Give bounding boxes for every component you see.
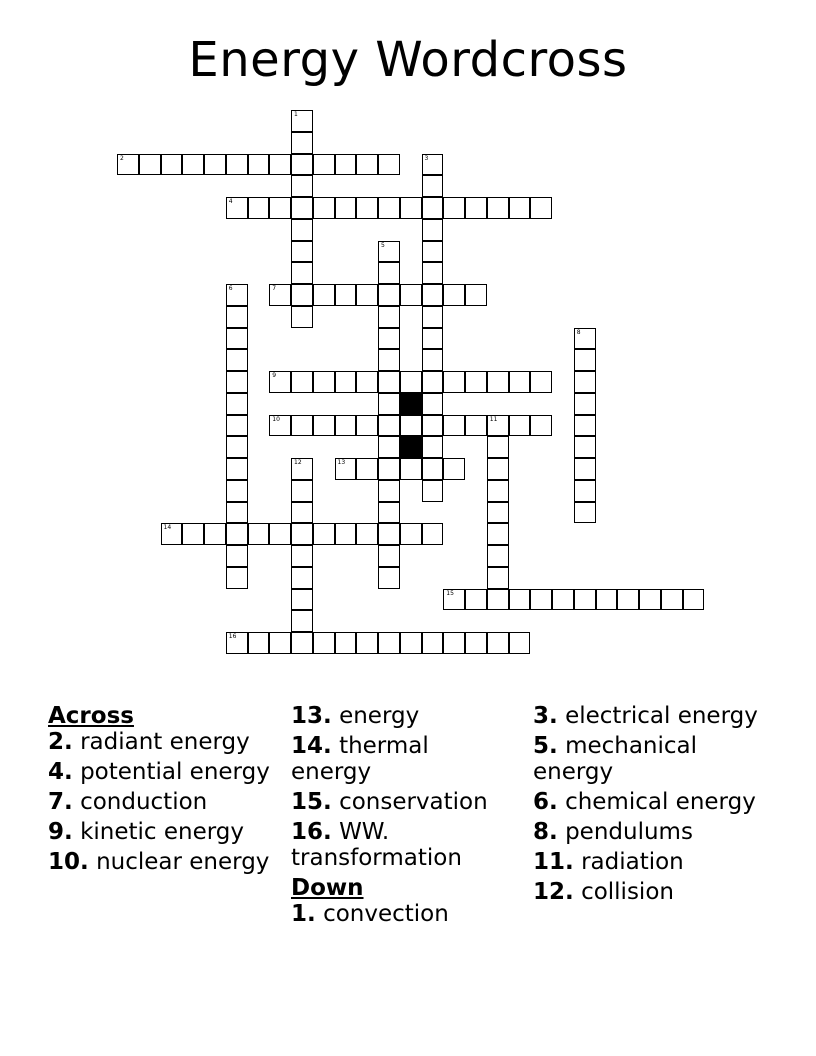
grid-cell[interactable]: [422, 219, 444, 241]
grid-cell[interactable]: [509, 632, 531, 654]
clue-down-1: 1. convection: [291, 901, 449, 927]
grid-cell[interactable]: [269, 154, 291, 176]
clue-down-6: 6. chemical energy: [533, 789, 756, 815]
grid-cell[interactable]: [400, 632, 422, 654]
grid-cell[interactable]: [378, 415, 400, 437]
grid-cell[interactable]: [530, 589, 552, 611]
grid-cell[interactable]: [487, 545, 509, 567]
cell-number: 4: [228, 198, 233, 205]
cell-number: 16: [228, 633, 237, 640]
grid-cell[interactable]: [182, 523, 204, 545]
grid-cell[interactable]: [487, 371, 509, 393]
grid-cell[interactable]: [356, 523, 378, 545]
grid-cell[interactable]: [226, 154, 248, 176]
grid-cell[interactable]: [378, 262, 400, 284]
grid-cell[interactable]: [400, 371, 422, 393]
grid-cell[interactable]: [291, 284, 313, 306]
cell-number: 13: [337, 459, 346, 466]
grid-cell[interactable]: [335, 154, 357, 176]
grid-cell[interactable]: [356, 632, 378, 654]
clues-column-1: [48, 703, 273, 879]
grid-cell[interactable]: [487, 523, 509, 545]
grid-cell[interactable]: [248, 197, 270, 219]
grid-cell[interactable]: [574, 349, 596, 371]
cell-number: 10: [272, 415, 280, 423]
clue-across-13: 13. energy: [291, 703, 420, 729]
grid-cell[interactable]: [291, 132, 313, 154]
grid-cell[interactable]: [313, 154, 335, 176]
grid-cell[interactable]: [661, 589, 683, 611]
grid-cell[interactable]: [313, 415, 335, 437]
grid-cell[interactable]: [269, 415, 291, 437]
grid-cell[interactable]: [509, 371, 531, 393]
grid-cell[interactable]: [291, 371, 313, 393]
clue-across-14: 14. thermal energy: [291, 733, 429, 785]
grid-cell[interactable]: [378, 241, 400, 263]
grid-cell[interactable]: [422, 349, 444, 371]
grid-cell[interactable]: [422, 262, 444, 284]
grid-cell[interactable]: [291, 110, 313, 132]
cell-number: 15: [446, 589, 454, 597]
grid-cell[interactable]: [509, 415, 531, 437]
grid-cell[interactable]: [291, 480, 313, 502]
grid-cell[interactable]: [356, 154, 378, 176]
grid-cell[interactable]: [291, 219, 313, 241]
grid-cell[interactable]: [226, 415, 248, 437]
grid-cell[interactable]: [378, 545, 400, 567]
clue-across-16: 16. WW. transformation: [291, 819, 462, 871]
grid-cell[interactable]: [683, 589, 705, 611]
cell-number: 2: [120, 154, 124, 162]
grid-cell[interactable]: [378, 436, 400, 458]
grid-cell[interactable]: [378, 371, 400, 393]
grid-block: [400, 393, 422, 415]
grid-cell[interactable]: [487, 415, 509, 437]
grid-cell[interactable]: [291, 415, 313, 437]
grid-cell[interactable]: [487, 589, 509, 611]
grid-cell[interactable]: [530, 197, 552, 219]
grid-cell[interactable]: [422, 175, 444, 197]
grid-cell[interactable]: [248, 632, 270, 654]
grid-cell[interactable]: [335, 632, 357, 654]
grid-cell[interactable]: [269, 523, 291, 545]
grid-cell[interactable]: [226, 306, 248, 328]
grid-cell[interactable]: [378, 328, 400, 350]
grid-cell[interactable]: [422, 154, 444, 176]
grid-cell[interactable]: [291, 545, 313, 567]
grid-cell[interactable]: [356, 371, 378, 393]
grid-cell[interactable]: [617, 589, 639, 611]
grid-cell[interactable]: [248, 523, 270, 545]
grid-cell[interactable]: [226, 545, 248, 567]
cell-number: 6: [228, 285, 233, 292]
grid-cell[interactable]: [291, 262, 313, 284]
grid-cell[interactable]: [487, 458, 509, 480]
grid-cell[interactable]: [574, 502, 596, 524]
grid-cell[interactable]: [161, 523, 183, 545]
cell-number: 11: [489, 415, 498, 423]
grid-cell[interactable]: [422, 241, 444, 263]
cell-number: 5: [381, 241, 385, 249]
clue-across-2: 2. radiant energy: [48, 729, 250, 755]
grid-cell[interactable]: [530, 415, 552, 437]
cell-number: 12: [294, 459, 302, 466]
grid-cell[interactable]: [291, 175, 313, 197]
grid-cell[interactable]: [422, 632, 444, 654]
grid-cell[interactable]: [443, 632, 465, 654]
grid-cell[interactable]: [226, 328, 248, 350]
grid-cell[interactable]: [422, 480, 444, 502]
grid-cell[interactable]: [509, 589, 531, 611]
grid-cell[interactable]: [313, 523, 335, 545]
grid-cell[interactable]: [574, 589, 596, 611]
clue-down-11: 11. radiation: [533, 849, 684, 875]
grid-cell[interactable]: [182, 154, 204, 176]
cell-number: 7: [272, 285, 277, 292]
grid-cell[interactable]: [356, 458, 378, 480]
grid-cell[interactable]: [487, 632, 509, 654]
grid-cell[interactable]: [313, 632, 335, 654]
grid-cell[interactable]: [378, 154, 400, 176]
grid-cell[interactable]: [596, 589, 618, 611]
clue-down-8: 8. pendulums: [533, 819, 693, 845]
grid-cell[interactable]: [530, 371, 552, 393]
cell-number: 14: [163, 524, 172, 532]
grid-cell[interactable]: [226, 502, 248, 524]
grid-cell[interactable]: [161, 154, 183, 176]
grid-cell[interactable]: [378, 197, 400, 219]
grid-cell[interactable]: [465, 589, 487, 611]
grid-cell[interactable]: [509, 197, 531, 219]
grid-cell[interactable]: [313, 284, 335, 306]
grid-cell[interactable]: [291, 589, 313, 611]
grid-cell[interactable]: [443, 371, 465, 393]
grid-cell[interactable]: [291, 241, 313, 263]
grid-cell[interactable]: [291, 154, 313, 176]
grid-cell[interactable]: [117, 154, 139, 176]
cell-number: 3: [424, 154, 429, 162]
grid-cell[interactable]: [226, 567, 248, 589]
grid-cell[interactable]: [226, 393, 248, 415]
grid-cell[interactable]: [313, 197, 335, 219]
grid-cell[interactable]: [291, 306, 313, 328]
grid-cell[interactable]: [226, 480, 248, 502]
grid-cell[interactable]: [422, 284, 444, 306]
cell-number: 1: [294, 111, 298, 118]
grid-cell[interactable]: [465, 415, 487, 437]
clue-down-5: 5. mechanical energy: [533, 733, 698, 785]
page-title: Energy Wordcross: [188, 32, 628, 88]
grid-cell[interactable]: [422, 415, 444, 437]
grid-cell[interactable]: [335, 523, 357, 545]
cell-number: 8: [576, 328, 581, 336]
clue-across-7: 7. conduction: [48, 789, 208, 815]
grid-cell[interactable]: [574, 458, 596, 480]
grid-cell[interactable]: [204, 523, 226, 545]
grid-cell[interactable]: [269, 632, 291, 654]
grid-cell[interactable]: [574, 393, 596, 415]
clue-across-4: 4. potential energy: [48, 759, 270, 785]
clues-column-2: [291, 703, 516, 931]
grid-cell[interactable]: [400, 197, 422, 219]
grid-cell[interactable]: [378, 306, 400, 328]
grid-cell[interactable]: [487, 567, 509, 589]
grid-cell[interactable]: [204, 154, 226, 176]
grid-cell[interactable]: [465, 632, 487, 654]
grid-cell[interactable]: [313, 371, 335, 393]
grid-cell[interactable]: [248, 154, 270, 176]
grid-cell[interactable]: [226, 436, 248, 458]
cell-number: 9: [272, 372, 277, 379]
grid-cell[interactable]: [574, 480, 596, 502]
grid-cell[interactable]: [443, 415, 465, 437]
grid-cell[interactable]: [639, 589, 661, 611]
grid-cell[interactable]: [422, 523, 444, 545]
grid-cell[interactable]: [574, 436, 596, 458]
grid-cell[interactable]: [378, 284, 400, 306]
grid-cell[interactable]: [487, 436, 509, 458]
down-heading: Down: [291, 875, 364, 901]
grid-cell[interactable]: [378, 632, 400, 654]
grid-cell[interactable]: [574, 415, 596, 437]
grid-cell[interactable]: [335, 458, 357, 480]
grid-cell[interactable]: [400, 284, 422, 306]
grid-cell[interactable]: [422, 306, 444, 328]
grid-cell[interactable]: [291, 197, 313, 219]
grid-cell[interactable]: [465, 371, 487, 393]
grid-cell[interactable]: [269, 371, 291, 393]
clue-across-15: 15. conservation: [291, 789, 488, 815]
grid-cell[interactable]: [443, 589, 465, 611]
grid-cell[interactable]: [378, 523, 400, 545]
grid-cell[interactable]: [269, 284, 291, 306]
grid-cell[interactable]: [465, 284, 487, 306]
grid-cell[interactable]: [487, 480, 509, 502]
grid-cell[interactable]: [335, 284, 357, 306]
grid-cell[interactable]: [226, 523, 248, 545]
grid-cell[interactable]: [378, 458, 400, 480]
grid-cell[interactable]: [226, 284, 248, 306]
grid-cell[interactable]: [422, 328, 444, 350]
grid-cell[interactable]: [335, 371, 357, 393]
grid-cell[interactable]: [465, 197, 487, 219]
clue-across-9: 9. kinetic energy: [48, 819, 245, 845]
grid-cell[interactable]: [335, 197, 357, 219]
grid-cell[interactable]: [487, 502, 509, 524]
clue-across-10: 10. nuclear energy: [48, 849, 270, 875]
grid-cell[interactable]: [378, 393, 400, 415]
grid-cell[interactable]: [443, 284, 465, 306]
grid-cell[interactable]: [226, 371, 248, 393]
grid-cell[interactable]: [574, 328, 596, 350]
clues-column-3: [533, 703, 773, 909]
grid-cell[interactable]: [226, 458, 248, 480]
grid-cell[interactable]: [291, 523, 313, 545]
grid-cell[interactable]: [443, 197, 465, 219]
grid-cell[interactable]: [139, 154, 161, 176]
grid-cell[interactable]: [400, 523, 422, 545]
grid-cell[interactable]: [226, 197, 248, 219]
grid-cell[interactable]: [378, 349, 400, 371]
clue-down-3: 3. electrical energy: [533, 703, 758, 729]
grid-cell[interactable]: [378, 480, 400, 502]
grid-cell[interactable]: [226, 349, 248, 371]
grid-cell[interactable]: [422, 393, 444, 415]
grid-cell[interactable]: [400, 415, 422, 437]
grid-cell[interactable]: [335, 415, 357, 437]
grid-cell[interactable]: [422, 436, 444, 458]
grid-cell[interactable]: [378, 567, 400, 589]
clue-down-12: 12. collision: [533, 879, 674, 905]
grid-cell[interactable]: [356, 197, 378, 219]
grid-cell[interactable]: [356, 415, 378, 437]
grid-block: [400, 436, 422, 458]
grid-cell[interactable]: [291, 502, 313, 524]
grid-cell[interactable]: [226, 632, 248, 654]
grid-cell[interactable]: [422, 371, 444, 393]
grid-cell[interactable]: [443, 458, 465, 480]
grid-cell[interactable]: [422, 197, 444, 219]
grid-cell[interactable]: [291, 610, 313, 632]
grid-cell[interactable]: [291, 458, 313, 480]
grid-cell[interactable]: [400, 458, 422, 480]
grid-cell[interactable]: [487, 197, 509, 219]
grid-cell[interactable]: [291, 632, 313, 654]
grid-cell[interactable]: [574, 371, 596, 393]
grid-cell[interactable]: [422, 458, 444, 480]
grid-cell[interactable]: [291, 567, 313, 589]
grid-cell[interactable]: [552, 589, 574, 611]
grid-cell[interactable]: [378, 502, 400, 524]
across-heading: Across: [48, 703, 134, 729]
grid-cell[interactable]: [269, 197, 291, 219]
grid-cell[interactable]: [356, 284, 378, 306]
